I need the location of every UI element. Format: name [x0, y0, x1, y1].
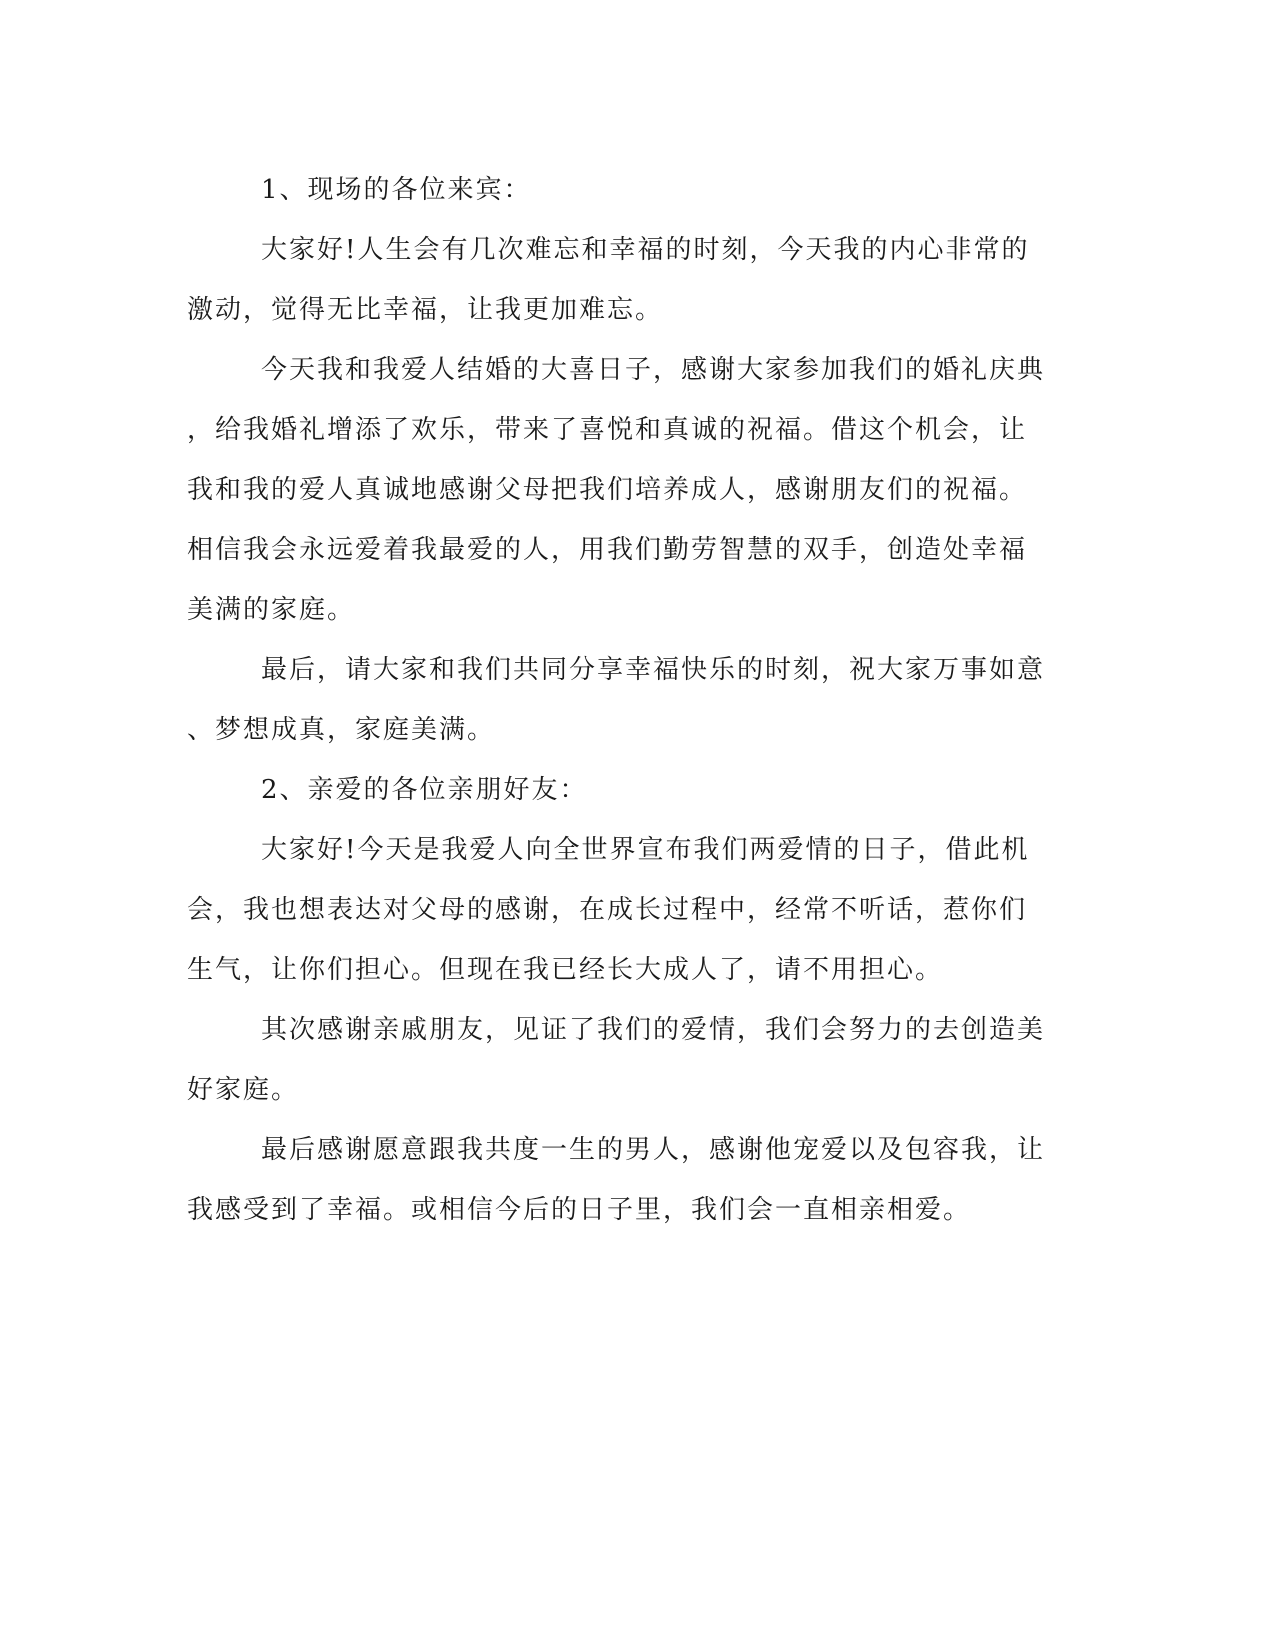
section-heading-2: 2、亲爱的各位亲朋好友： — [261, 775, 588, 805]
paragraph-line: 、梦想成真，家庭美满。 — [187, 715, 496, 745]
paragraph-line: 激动，觉得无比幸福，让我更加难忘。 — [187, 295, 664, 325]
paragraph-line: 会，我也想表达对父母的感谢，在成长过程中，经常不听话，惹你们 — [187, 895, 1028, 925]
paragraph-line: ，给我婚礼增添了欢乐，带来了喜悦和真诚的祝福。借这个机会，让 — [187, 415, 1028, 445]
paragraph-line: 美满的家庭。 — [187, 595, 356, 625]
section-heading-1: 1、现场的各位来宾： — [261, 175, 532, 205]
paragraph-line: 我感受到了幸福。或相信今后的日子里，我们会一直相亲相爱。 — [187, 1195, 972, 1225]
paragraph-line: 最后感谢愿意跟我共度一生的男人，感谢他宠爱以及包容我，让 — [261, 1135, 1046, 1165]
paragraph-line: 相信我会永远爱着我最爱的人，用我们勤劳智慧的双手，创造处幸福 — [187, 535, 1028, 565]
paragraph-line: 我和我的爱人真诚地感谢父母把我们培养成人，感谢朋友们的祝福。 — [187, 475, 1028, 505]
paragraph-line: 大家好!人生会有几次难忘和幸福的时刻，今天我的内心非常的 — [261, 235, 1030, 265]
paragraph-line: 今天我和我爱人结婚的大喜日子，感谢大家参加我们的婚礼庆典 — [261, 355, 1046, 385]
paragraph-line: 好家庭。 — [187, 1075, 300, 1105]
paragraph-line: 大家好!今天是我爱人向全世界宣布我们两爱情的日子，借此机 — [261, 835, 1030, 865]
paragraph-line: 最后，请大家和我们共同分享幸福快乐的时刻，祝大家万事如意 — [261, 655, 1046, 685]
document-body — [187, 160, 1067, 1240]
paragraph-line: 其次感谢亲戚朋友，见证了我们的爱情，我们会努力的去创造美 — [261, 1015, 1046, 1045]
paragraph-line: 生气，让你们担心。但现在我已经长大成人了，请不用担心。 — [187, 955, 944, 985]
